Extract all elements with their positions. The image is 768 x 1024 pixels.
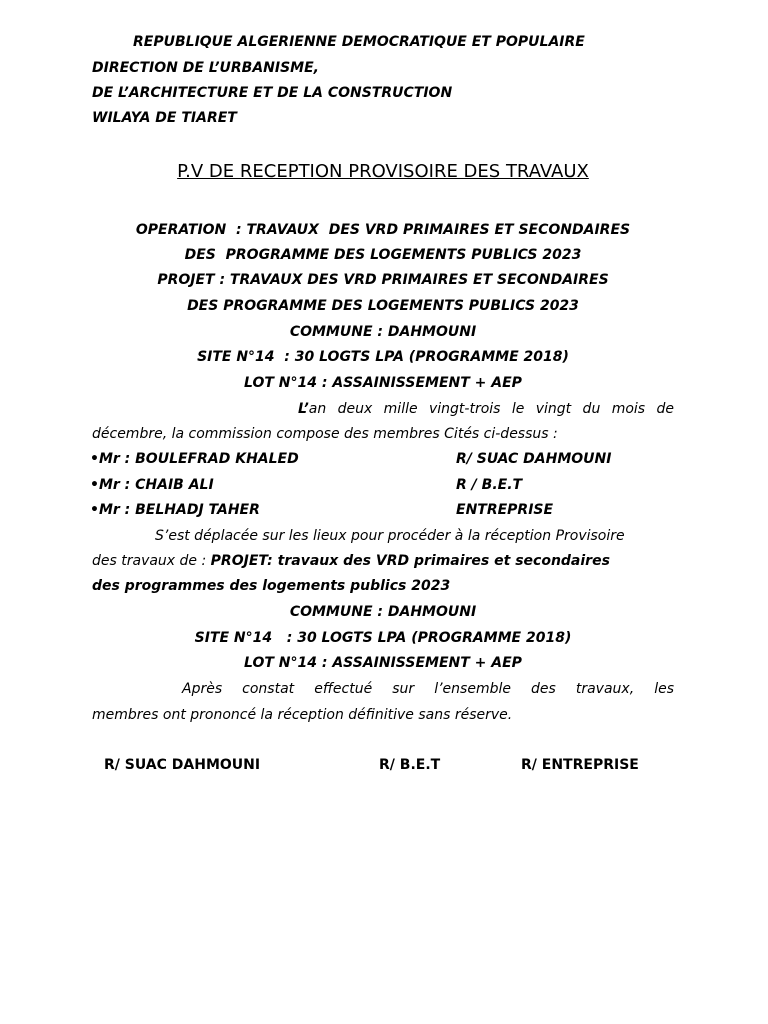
body-line-1: S’est déplacée sur les lieux pour procéder à la réception Provisoire	[155, 528, 625, 544]
commune-line: COMMUNE : DAHMOUNI	[289, 324, 477, 340]
header-line-4: WILAYA DE TIARET	[92, 110, 237, 126]
conclusion-line-1: Après constat effectué sur l’ensemble des travaux, les	[182, 681, 674, 697]
project-line-1: PROJET : TRAVAUX DES VRD PRIMAIRES ET SECONDAIRES	[157, 272, 609, 288]
header-line-2: DIRECTION DE L’URBANISME,	[92, 60, 319, 76]
member-role: R / B.E.T	[456, 477, 523, 493]
intro-line-2: décembre, la commission compose des membres Cités ci-dessus :	[92, 426, 558, 442]
operation-line-2: DES PROGRAMME DES LOGEMENTS PUBLICS 2023	[184, 247, 582, 263]
member-name: •Mr : BELHADJ TAHER	[90, 502, 260, 518]
lot-line: LOT N°14 : ASSAINISSEMENT + AEP	[244, 375, 522, 391]
signature-suac: R/ SUAC DAHMOUNI	[104, 757, 261, 773]
body-project: PROJET: travaux des VRD primaires et secondaires	[210, 553, 610, 569]
document-title: P.V DE RECEPTION PROVISOIRE DES TRAVAUX	[177, 161, 589, 182]
member-role: ENTREPRISE	[456, 502, 554, 518]
member-name: •Mr : BOULEFRAD KHALED	[90, 451, 299, 467]
member-role: R/ SUAC DAHMOUNI	[456, 451, 612, 467]
header-line-1: REPUBLIQUE ALGERIENNE DEMOCRATIQUE ET POPULAIRE	[133, 34, 585, 50]
signature-bet: R/ B.E.T	[379, 757, 441, 773]
project-line-2: DES PROGRAMME DES LOGEMENTS PUBLICS 2023	[187, 298, 579, 314]
operation-line-1: OPERATION : TRAVAUX DES VRD PRIMAIRES ET SECONDAIRES	[135, 222, 631, 238]
body-commune: COMMUNE : DAHMOUNI	[289, 604, 477, 620]
intro-text: an deux mille vingt-trois le vingt du mois de	[308, 401, 674, 417]
member-name: •Mr : CHAIB ALI	[90, 477, 214, 493]
site-line: SITE N°14 : 30 LOGTS LPA (PROGRAMME 2018)	[197, 349, 569, 365]
body-line-3: des programmes des logements publics 2023	[92, 578, 451, 594]
body-line-2	[92, 551, 610, 571]
header-line-3: DE L’ARCHITECTURE ET DE LA CONSTRUCTION	[92, 85, 453, 101]
signature-entreprise: R/ ENTREPRISE	[521, 757, 639, 773]
body-plain: des travaux de :	[92, 553, 211, 569]
body-site: SITE N°14 : 30 LOGTS LPA (PROGRAMME 2018)	[194, 630, 572, 646]
body-lot: LOT N°14 : ASSAINISSEMENT + AEP	[244, 655, 522, 671]
intro-line-1	[298, 399, 674, 419]
conclusion-line-2: membres ont prononcé la réception définitive sans réserve.	[92, 707, 513, 723]
intro-lead: L’	[298, 401, 309, 417]
